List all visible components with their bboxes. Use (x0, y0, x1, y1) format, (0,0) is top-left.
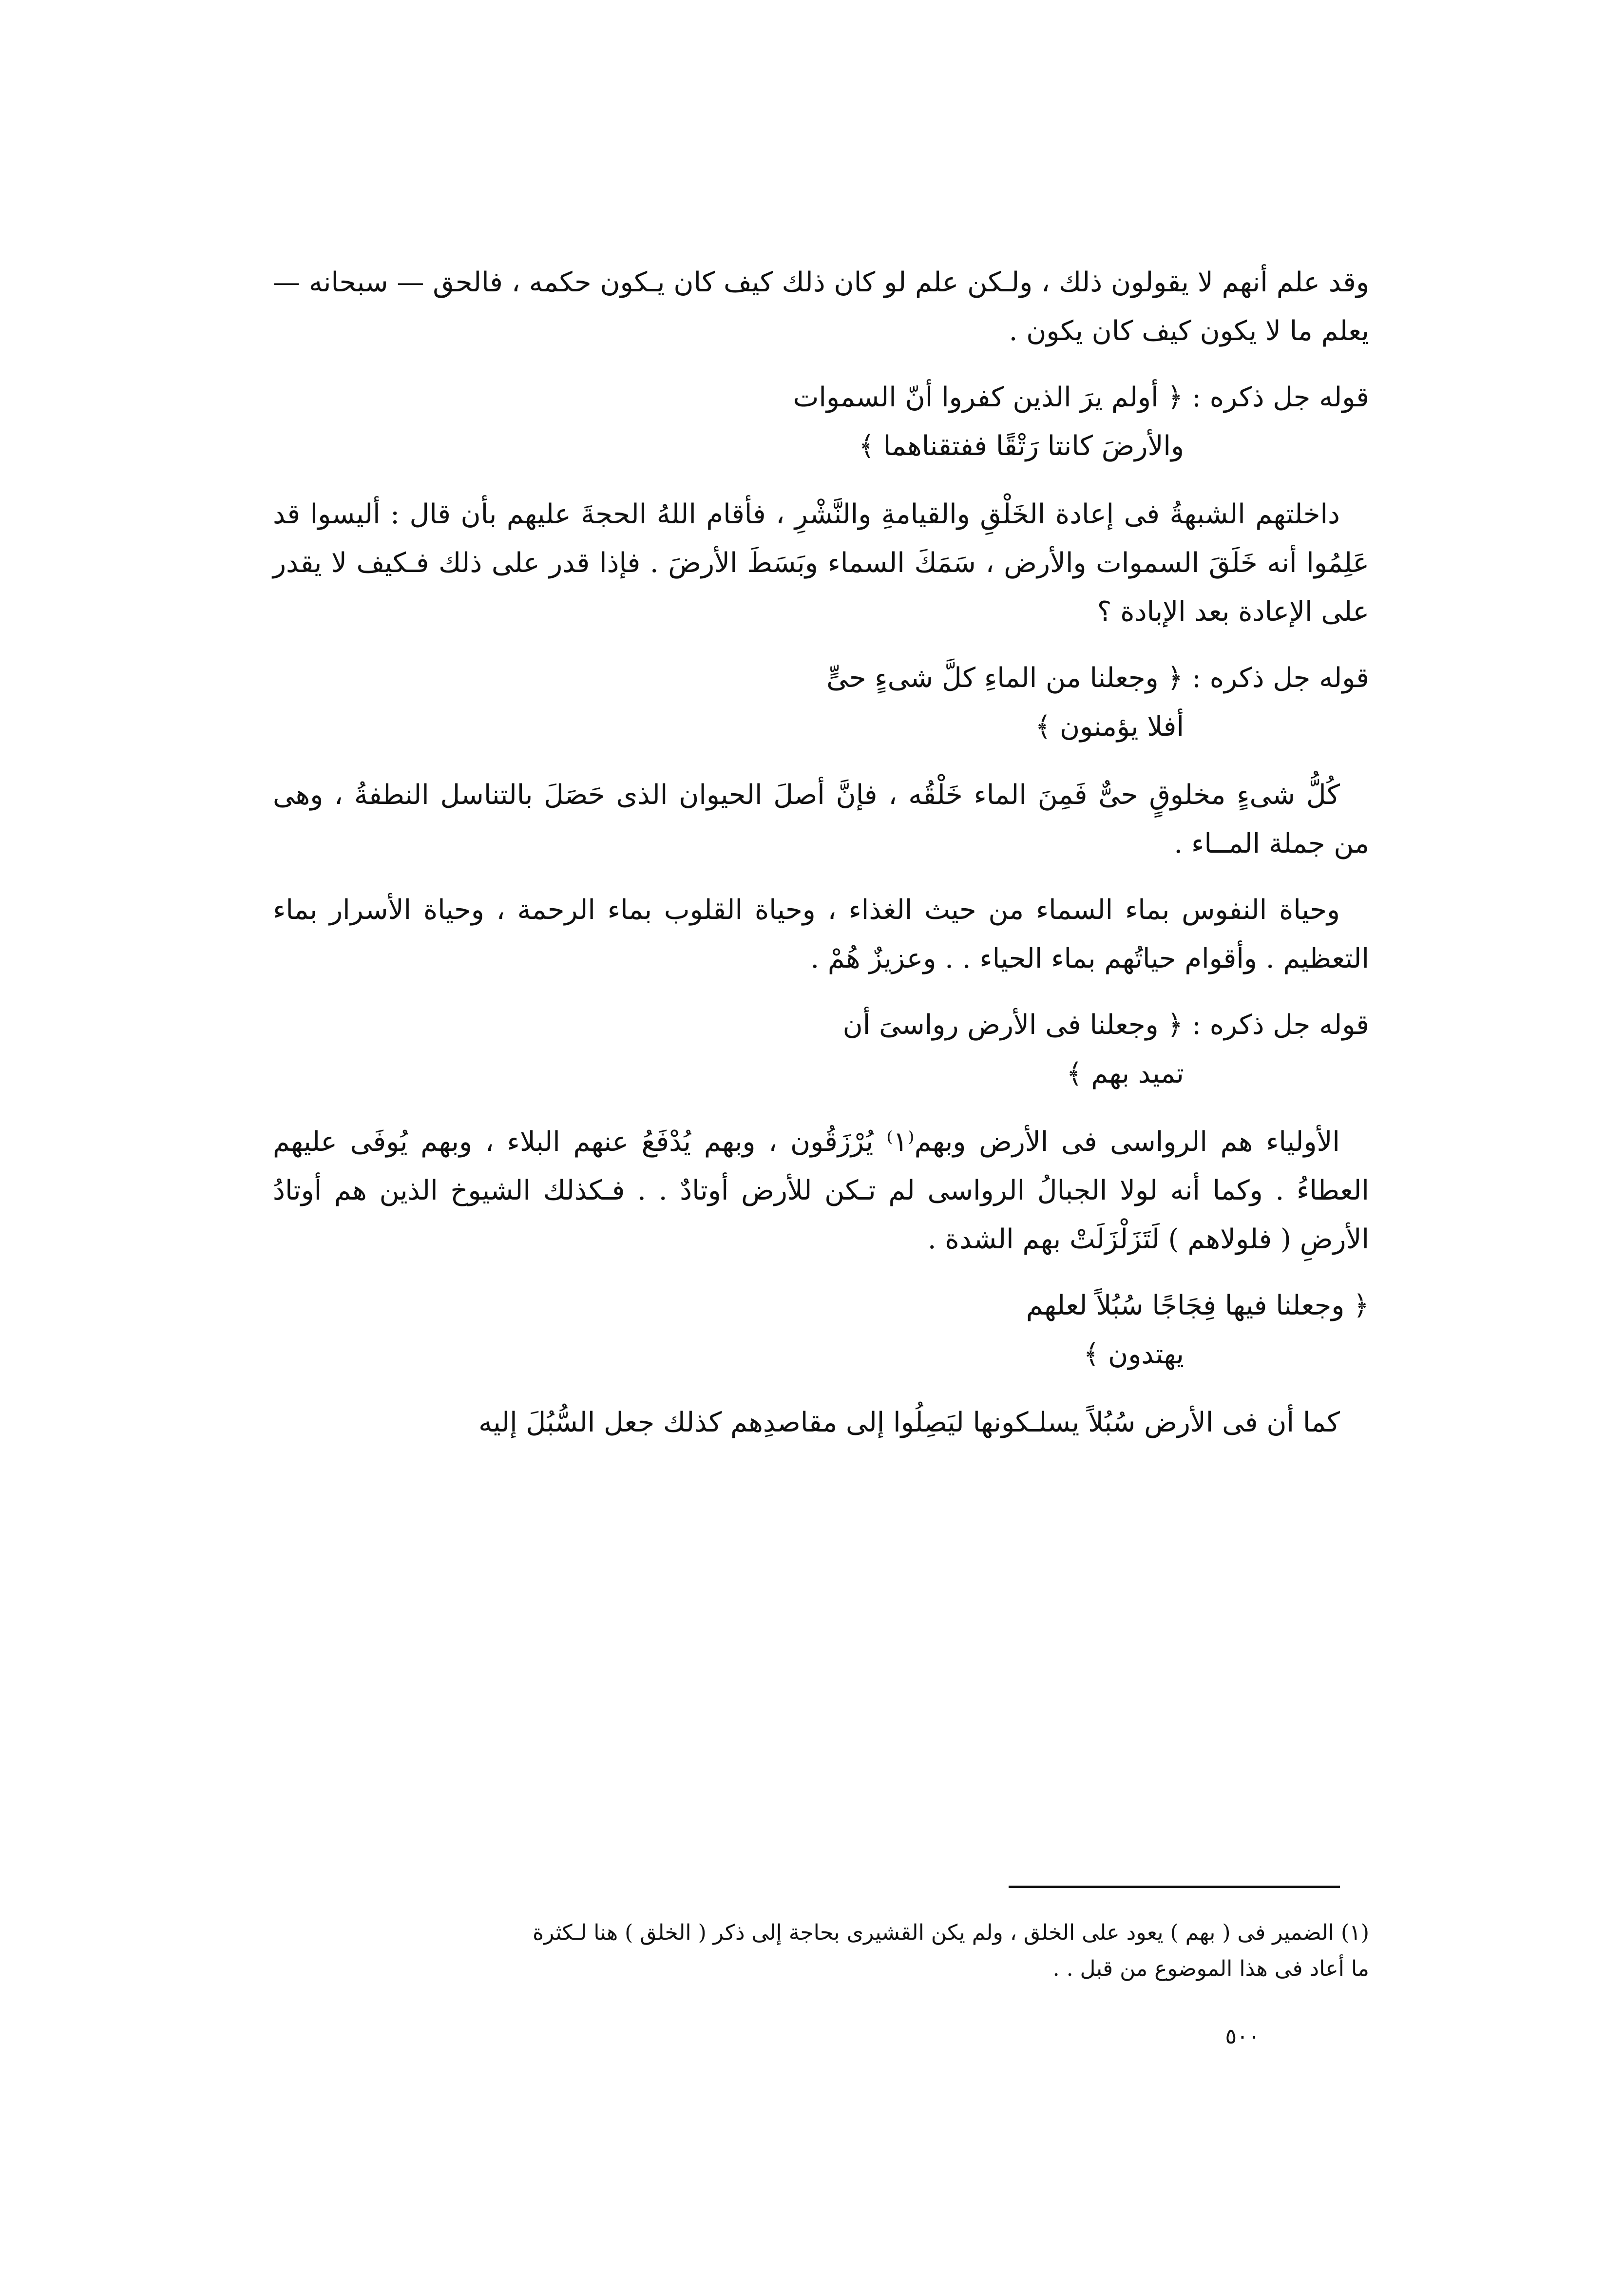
paragraph-4: وحياة النفوس بماء السماء من حيث الغذاء ، وحياة القلوب بماء الرحمة ، وحياة الأسرار بماء التعظيم . وأقوام حياتُهم بماء الحياء . . وعزيزٌ هُمْ . (273, 894, 1369, 974)
paragraph-2: داخلتهم الشبهةُ فى إعادة الخَلْقِ والقيامةِ والنَّشْرِ ، فأقام اللهُ الحجةَ عليهم بأن قال : أليسوا قد عَلِمُوا أنه خَلَقَ السموات والأرض ، سَمَكَ السماء وبَسَطَ الأرضَ . فإذا قدر على ذلك فـكيف لا يقدر على الإعادة بعد الإبادة ؟ (273, 498, 1370, 628)
verse-block-2 (273, 654, 1369, 751)
verse-block-1 (273, 373, 1369, 471)
paragraph-5: الأولياء هم الرواسى فى الأرض وبهم⁽١⁾ يُرْزَقُون ، وبهم يُدْفَعُ عنهم البلاء ، وبهم يُوفَى عليهم العطاءُ . وكما أنه لولا الجبالُ الرواسى لم تـكن للأرض أوتادٌ . . فـكذلك الشيوخ الذين هم أوتادُ الأرضِ ( فلولاهم ) لَتَزَلْزَلَتْ بهم الشدة . (273, 1126, 1369, 1255)
footnote-line: (١) الضمير فى ( بهم ) يعود على الخلق ، ولم يكن القشيرى بحاجة إلى ذكر ( الخلق ) هنا لـكثرة (533, 1920, 1369, 1945)
verse-line: قوله جل ذكره : ﴿ وجعلنا من الماءِ كلَّ شىءٍ حىٍّ (826, 662, 1369, 694)
verse-line: يهتدون ﴾ (1083, 1338, 1184, 1370)
verse-line: أفلا يؤمنون ﴾ (1035, 711, 1184, 743)
footnote-divider (1009, 1886, 1340, 1888)
footnote-line: ما أعاد فى هذا الموضوع من قبل . . (1052, 1956, 1369, 1981)
paragraph-3: كُلُّ شىءٍ مخلوقٍ حىٌّ فَمِنَ الماء خَلْقُه ، فإنَّ أصلَ الحيوان الذى حَصَلَ بالتناسل النطفةُ ، وهى من جملة المــاء . (273, 779, 1369, 859)
main-text (273, 258, 1369, 1465)
verse-line: ﴿ وجعلنا فيها فِجَاجًا سُبُلاً لعلهم (1026, 1290, 1369, 1321)
verse-line: تميد بهم ﴾ (1066, 1058, 1184, 1089)
footnotes (273, 1915, 1369, 1987)
page-number: ٥٠٠ (1225, 2024, 1260, 2049)
verse-line: قوله جل ذكره : ﴿ وجعلنا فى الأرض رواسىَ أن (842, 1009, 1369, 1041)
paragraph-6: كما أن فى الأرض سُبُلاً يسلـكونها ليَصِلُوا إلى مقاصدِهم كذلك جعل السُّبُلَ إليه (478, 1407, 1340, 1438)
paragraph-1: وقد علم أنهم لا يقولون ذلك ، ولـكن علم لو كان ذلك كيف كان يـكون حكمه ، فالحق — سبحانه — يعلم ما لا يكون كيف كان يكون . (273, 267, 1369, 347)
verse-block-3 (273, 1001, 1369, 1098)
verse-block-4 (273, 1281, 1369, 1379)
verse-line: قوله جل ذكره : ﴿ أولم يرَ الذين كفروا أنّ السموات (793, 382, 1369, 413)
verse-line: والأرضَ كانتا رَتْقًا ففتقناهما ﴾ (859, 430, 1184, 462)
